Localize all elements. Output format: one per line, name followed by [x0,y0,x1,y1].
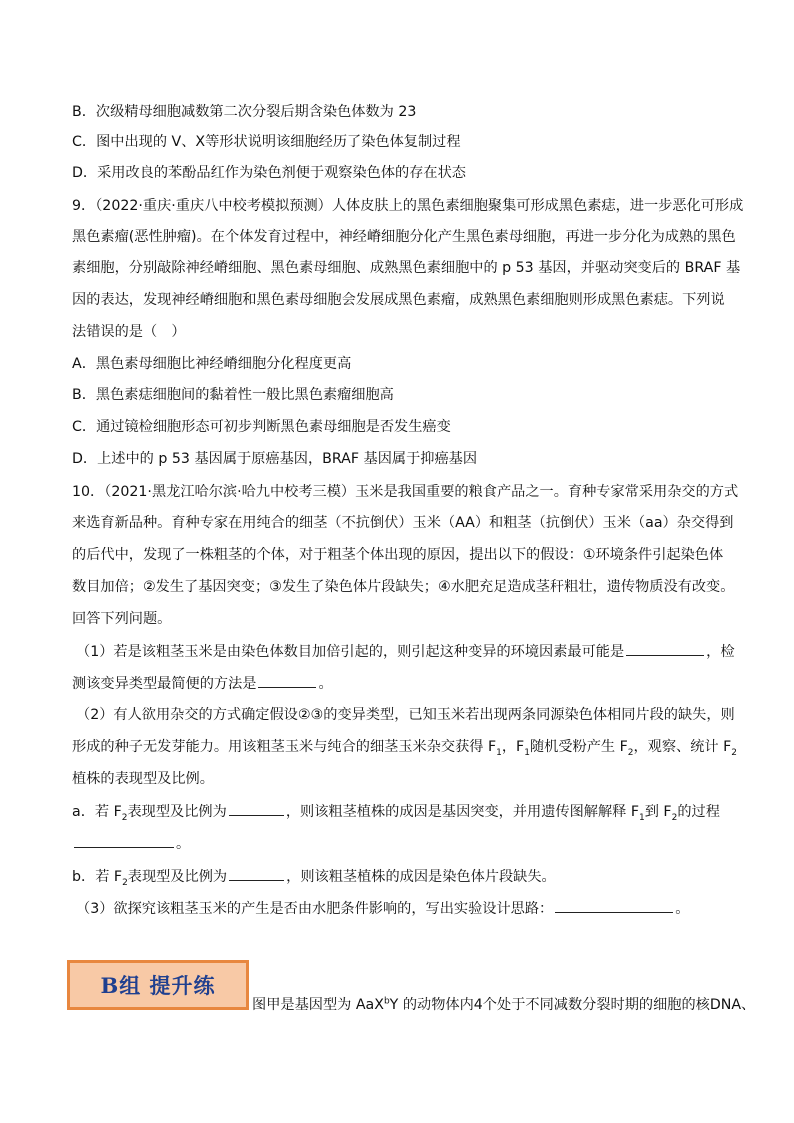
part-1-text-2: 测该变异类型最简便的方法是 [72,676,257,692]
part-1-line-2 [72,673,754,694]
option-a-q9: A．黑色素母细胞比神经嵴细胞分化程度更高 [72,356,352,372]
part-b-line [72,866,754,887]
section-badge-label: B组 提升练 [100,973,216,998]
part-b-text-3: ，则该粗茎植株的成因是染色体片段缺失。 [286,869,556,885]
part-b-text-1: b．若 F [72,869,123,885]
answer-blank[interactable] [229,801,284,816]
section-badge [67,960,249,1010]
part-2-text-c: 随机受粉产生 F [529,739,628,755]
q10-line-5: 回答下列问题。 [72,611,172,627]
option-d-q9: D．上述中的 p 53 基因属于原癌基因，BRAF 基因属于抑癌基因 [72,451,478,467]
part-3-line [76,898,754,919]
part-2-line-2 [72,737,754,757]
part-b-text-2: 表现型及比例为 [127,869,228,885]
subscript: 1 [496,747,502,758]
part-a-line-2 [72,833,754,854]
q9-line-5: 法错误的是（ ） [72,324,186,340]
part-a-period: 。 [176,836,191,852]
part-a-line-1 [72,801,754,822]
part-2-line-1: （2）有人欲用杂交的方式确定假设②③的变异类型，已知玉米若出现两条同源染色体相同片段的缺失，则 [76,707,735,723]
subscript: 2 [122,877,128,888]
subscript: 2 [731,747,738,758]
part-a-text-3: ，则该粗茎植株的成因是基因突变，并用遗传图解解释 F [285,804,639,820]
part-1-text-end: ，检 [706,644,735,660]
part-1-text: （1）若是该粗茎玉米是由染色体数目加倍引起的，则引起这种变异的环境因素最可能是 [76,644,625,660]
option-b-q9: B．黑色素痣细胞间的黏着性一般比黑色素瘤细胞高 [72,387,394,403]
answer-blank[interactable] [626,641,704,656]
part-2-text-b: ，F [501,739,525,755]
part-3-text: （3）欲探究该粗茎玉米的产生是否由水肥条件影响的，写出实验设计思路： [76,901,554,917]
part-a-text-4: 到 F [644,804,672,820]
q10-line-3: 的后代中，发现了一株粗茎的个体，对于粗茎个体出现的原因，提出以下的假设：①环境条件引起染色体 [72,547,724,563]
q9-line-3: 素细胞，分别敲除神经嵴细胞、黑色素母细胞、成熟黑色素细胞中的 p 53 基因，并驱动突变后的 BRAF 基 [72,260,741,276]
q10-line-1: 10．（2021·黑龙江哈尔滨·哈九中校考三模）玉米是我国重要的粮食产品之一。育种专家常采用杂交的方式 [72,484,739,500]
part-2-text-a: 形成的种子无发芽能力。用该粗茎玉米与纯合的细茎玉米杂交获得 F [72,739,497,755]
part-2-line-3: 植株的表现型及比例。 [72,771,214,787]
option-b-q8: B．次级精母细胞减数第二次分裂后期含染色体数为 23 [72,104,417,120]
q10-line-2: 来选育新品种。育种专家在用纯合的细茎（不抗倒伏）玉米（AA）和粗茎（抗倒伏）玉米（aa）杂交得到 [72,515,734,531]
part-a-text-5: 的过程 [677,804,720,820]
answer-blank[interactable] [258,673,316,688]
subscript: 2 [671,812,678,823]
q11-text-a: 图甲是基因型为 AaX [252,997,384,1013]
subscript: 2 [121,812,128,823]
q9-line-1: 9．（2022·重庆·重庆八中校考模拟预测）人体皮肤上的黑色素细胞聚集可形成黑色素痣，进一步恶化可形成 [72,198,744,214]
answer-blank[interactable] [229,866,284,881]
q10-line-4: 数目加倍；②发生了基因突变；③发生了染色体片段缺失；④水肥充足造成茎秆粗壮，遗传物质没有改变。 [72,579,735,595]
q11-text-b: Y 的动物体内4个处于不同减数分裂时期的细胞的核DNA、 [389,997,756,1013]
subscript: 1 [639,812,645,823]
q9-line-2: 黑色素瘤(恶性肿瘤)。在个体发育过程中，神经嵴细胞分化产生黑色素母细胞，再进一步分化为成熟的黑色 [72,229,736,245]
option-c-q9: C．通过镜检细胞形态可初步判断黑色素母细胞是否发生癌变 [72,419,451,435]
part-1-line-1 [76,641,754,662]
subscript: 2 [627,747,634,758]
part-1-period: 。 [318,676,333,692]
part-a-text-1: a．若 F [72,804,122,820]
part-3-period: 。 [675,901,690,917]
option-d-q8: D．采用改良的苯酚品红作为染色剂便于观察染色体的存在状态 [72,165,466,181]
answer-blank[interactable] [555,898,673,913]
option-c-q8: C．图中出现的 V、X等形状说明该细胞经历了染色体复制过程 [72,134,461,150]
superscript: b [383,996,390,1007]
subscript: 1 [524,747,530,758]
part-a-text-2: 表现型及比例为 [127,804,227,820]
q9-line-4: 因的表达，发现神经嵴细胞和黑色素母细胞会发展成黑色素瘤，成熟黑色素细胞则形成黑色素痣。下列说 [72,292,725,308]
part-2-text-d: ，观察、统计 F [633,739,732,755]
answer-blank[interactable] [74,833,174,848]
q11-line-1 [252,995,754,1015]
